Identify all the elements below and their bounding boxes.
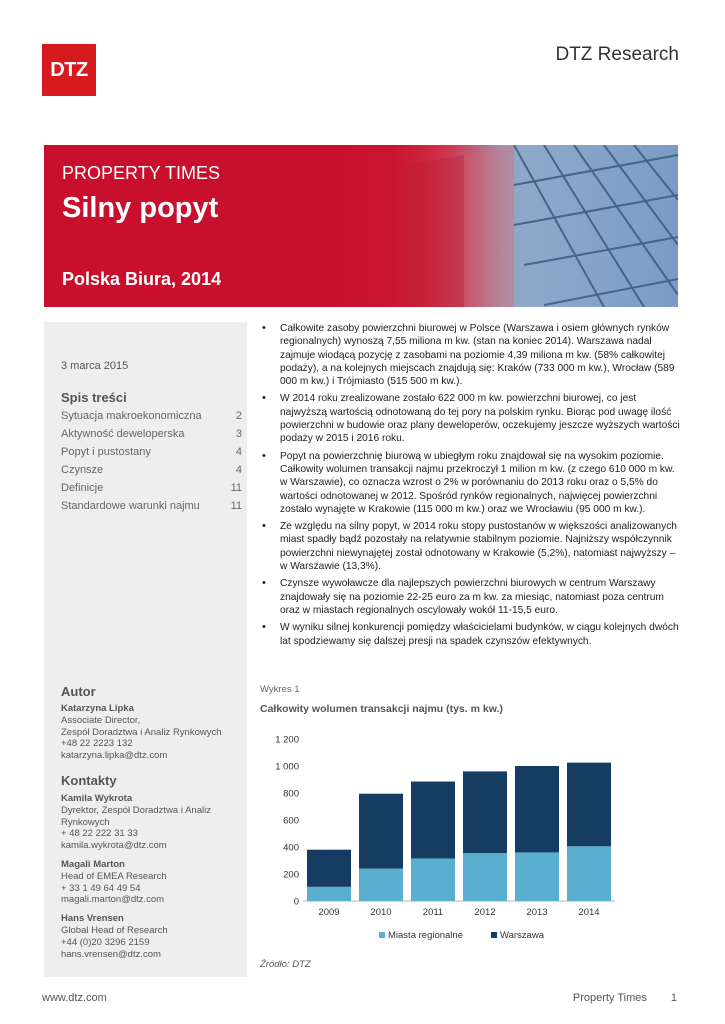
- contact-line: Dyrektor, Zespół Doradztwa i Analiz: [61, 804, 211, 816]
- legend-label: Miasta regionalne: [388, 930, 463, 941]
- toc-label: Aktywność deweloperska: [61, 428, 185, 440]
- toc-label: Sytuacja makroekonomiczna: [61, 410, 202, 422]
- contact-card: [61, 793, 241, 852]
- contact-email[interactable]: magali.marton@dtz.com: [61, 894, 165, 906]
- contacts-heading: Kontakty: [61, 773, 117, 788]
- summary-bullet: • Popyt na powierzchnię biurową w ubiegłym roku znajdował się na wysokim poziomie. Całkowity wolumen transakcji najmu przekroczył 1 milion m kw. (z czego 610 000 m kw. w Warszawie), co oznacza wzrost o 2% w porównaniu do 2013 roku oraz o 5,5% do wartości odnotowanej w 2012. Spośród rynków regionalnych, najwięcej powierzchni zostało wynajęte w Krakowie (115 000 m kw.) oraz we Wrocławiu (95 000 m kw.).: [258, 450, 683, 516]
- y-tick-label: 400: [283, 842, 299, 854]
- legend-label: Warszawa: [500, 930, 544, 941]
- contact-email[interactable]: hans.vrensen@dtz.com: [61, 948, 161, 960]
- contact-email[interactable]: kamila.wykrota@dtz.com: [61, 840, 167, 852]
- bar-miasta-regionalne: [567, 846, 611, 901]
- toc-item[interactable]: [61, 443, 242, 461]
- author-heading: Autor: [61, 684, 96, 699]
- bar-miasta-regionalne: [307, 887, 351, 901]
- page-number: 1: [670, 992, 677, 1004]
- bar-miasta-regionalne: [359, 869, 403, 901]
- y-tick-label: 600: [283, 815, 299, 827]
- contact-phone: + 33 1 49 64 49 54: [61, 882, 141, 894]
- footer-url[interactable]: www.dtz.com: [42, 992, 107, 1004]
- y-tick-label: 1 000: [275, 761, 299, 773]
- bar-warszawa: [515, 766, 559, 852]
- author-email[interactable]: katarzyna.lipka@dtz.com: [61, 750, 168, 762]
- author-role: Associate Director,: [61, 714, 141, 726]
- toc-page: 2: [235, 410, 242, 422]
- summary-bullet: • Całkowite zasoby powierzchni biurowej w Polsce (Warszawa i osiem głównych rynków regionalnych) wynoszą 7,55 miliona m kw. (stan na koniec 2014). Warszawa nadal zajmuje wiodącą pozycję z zasobami na poziomie 4,39 miliona m kw. (58% całkowitej podaży), a na kolejnych miejscach znajdują się: Kraków (733 000 m kw.), Wrocław (589 000 m kw.) i Trójmiasto (515 500 m kw.).: [258, 322, 683, 388]
- hero-banner: [44, 145, 678, 307]
- banner-subtitle: Polska Biura, 2014: [62, 269, 222, 289]
- x-tick-label: 2009: [318, 907, 340, 918]
- contact-card: [61, 859, 241, 906]
- sidebar: [44, 322, 247, 977]
- figure-label: Wykres 1: [260, 684, 300, 695]
- dtz-logo: DTZ: [42, 44, 96, 96]
- bar-miasta-regionalne: [411, 858, 455, 901]
- toc-label: Popyt i pustostany: [61, 446, 151, 458]
- summary-bullet: • Ze względu na silny popyt, w 2014 roku stopy pustostanów w większości analizowanych miast spadły bądź pozostały na relatywnie stabilnym poziomie. Najniższy współczynnik powierzchni niewynajętej został odnotowany w Krakowie (5,2%), natomiast najwyższy – w Warszawie (13,3%).: [258, 520, 683, 573]
- contact-name: Kamila Wykrota: [61, 793, 133, 804]
- toc-page: 3: [235, 428, 242, 440]
- toc-item[interactable]: [61, 425, 242, 443]
- leasing-volume-chart: [255, 725, 625, 955]
- author-phone: +48 22 2223 132: [61, 738, 133, 750]
- contact-line: Global Head of Research: [61, 924, 168, 936]
- bar-miasta-regionalne: [515, 852, 559, 901]
- bar-warszawa: [359, 794, 403, 869]
- author-team: Zespół Doradztwa i Analiz Rynkowych: [61, 726, 222, 738]
- y-tick-label: 0: [293, 896, 299, 908]
- toc-page: 11: [230, 482, 242, 494]
- banner-kicker: PROPERTY TIMES: [62, 163, 221, 183]
- y-tick-label: 800: [283, 788, 299, 800]
- toc-page: 4: [235, 464, 242, 476]
- toc-page: 4: [235, 446, 242, 458]
- contact-line: Rynkowych: [61, 816, 110, 828]
- bar-warszawa: [411, 782, 455, 859]
- contact-name: Magali Marton: [61, 858, 125, 870]
- x-tick-label: 2011: [422, 907, 444, 918]
- x-tick-label: 2012: [474, 907, 496, 918]
- y-tick-label: 1 200: [275, 734, 299, 746]
- bar-miasta-regionalne: [463, 853, 507, 901]
- bar-warszawa: [463, 771, 507, 853]
- contact-line: Head of EMEA Research: [61, 870, 167, 882]
- contacts-list: [61, 793, 241, 967]
- footer-publication: Property Times: [572, 992, 647, 1004]
- contact-card: [61, 913, 241, 960]
- contact-phone: +44 (0)20 3296 2159: [61, 936, 150, 948]
- summary-bullets: [258, 322, 683, 652]
- table-of-contents: [61, 407, 242, 515]
- toc-item[interactable]: [61, 461, 242, 479]
- toc-item[interactable]: [61, 497, 242, 515]
- toc-label: Definicje: [61, 482, 104, 494]
- legend-swatch: [379, 932, 385, 938]
- toc-label: Czynsze: [61, 464, 104, 476]
- toc-item[interactable]: [61, 407, 242, 425]
- toc-item[interactable]: [61, 479, 242, 497]
- x-tick-label: 2010: [370, 907, 392, 918]
- x-tick-label: 2014: [578, 907, 600, 918]
- figure-source: Źródło: DTZ: [260, 959, 311, 970]
- legend-swatch: [491, 932, 497, 938]
- x-tick-label: 2013: [526, 907, 548, 918]
- contact-name: Hans Vrensen: [61, 913, 124, 925]
- toc-page: 11: [230, 500, 242, 512]
- contact-phone: + 48 22 222 31 33: [61, 828, 138, 840]
- summary-bullet: • Czynsze wywoławcze dla najlepszych powierzchni biurowych w centrum Warszawy znajdowały się na poziomie 22-25 euro za m kw. za miesiąc, natomiast poza centrum oraz w miastach regionalnych oscylowały wokół 11-15,5 euro.: [258, 577, 683, 617]
- toc-heading: Spis treści: [61, 390, 127, 405]
- banner-title: Silny popyt: [62, 192, 219, 224]
- summary-bullet: • W wyniku silnej konkurencji pomiędzy właścicielami budynków, w ciągu kolejnych dwóch lat spodziewamy się dalszej presji na spadek czynszów efektywnych.: [258, 621, 683, 648]
- figure-title: Całkowity wolumen transakcji najmu (tys. m kw.): [260, 703, 503, 715]
- bar-warszawa: [567, 763, 611, 847]
- author-name: Katarzyna Lipka: [61, 703, 134, 714]
- y-tick-label: 200: [283, 869, 299, 881]
- bar-warszawa: [307, 850, 351, 887]
- summary-bullet: • W 2014 roku zrealizowane zostało 622 000 m kw. powierzchni biurowej, co jest najwyższą wartością odnotowaną do tej pory na polskim rynku. Biorąc pod uwagę ilość powierzchni w budowie oraz plany deweloperów, oczekujemy jeszcze wyższych wartości podaży w 2015 i 2016 roku.: [258, 392, 683, 445]
- author-block: [61, 703, 241, 762]
- publication-date: 3 marca 2015: [61, 360, 129, 372]
- brand-title: DTZ Research: [555, 44, 679, 65]
- footer-info: [549, 992, 677, 1004]
- toc-label: Standardowe warunki najmu: [61, 500, 200, 512]
